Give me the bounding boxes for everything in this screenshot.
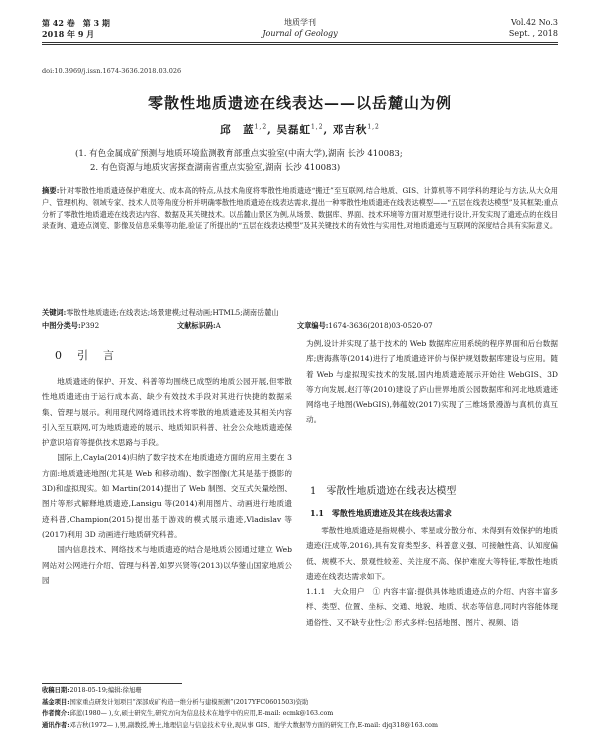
footnote-rule	[42, 683, 182, 684]
section-0-title: 0 引 言	[55, 349, 116, 362]
footnote-received	[42, 685, 558, 697]
paragraph: 地质遗迹的保护、开发、科普等均围绕已成型的地质公园开展,但零散性地质遗迹由于运行成本高、缺少有效技术手段对其进行快捷的数据采集、管理与展示。利用现代网络通讯技术将零散的地质遗迹及其相关内容引入至互联网,可为地质遗迹的展示、地质知识科普、社会公众地质遗迹保护意识培育等提供技术思路与手段。	[42, 377, 292, 448]
paragraph: 1.1.1 大众用户 ① 内容丰富:提供具体地质遗迹点的介绍、内容丰富多样、类型、位置、坐标、交通、地貌、地质、状态等信息,同时内容能体现通俗性、又不缺专业性;② 形式多样:包括地图、图片、视频、语	[306, 587, 558, 627]
header-volume-cn: 第 42 卷 第 3 期	[42, 18, 110, 28]
header-rule-thin	[42, 44, 558, 45]
header-rule	[42, 42, 558, 43]
header-journal-en: Journal of Geology	[262, 29, 338, 38]
article-no-value: 1674-3636(2018)03-0520-07	[328, 321, 433, 330]
author-affiliation-mark: 1,2	[254, 123, 268, 131]
clc-group	[42, 320, 99, 331]
author-name: 邱 蓝	[220, 124, 255, 136]
right-column-bottom	[306, 523, 558, 630]
abstract	[42, 185, 558, 232]
paragraph: 国内信息技术、网络技术与地质遗迹的结合是地质公园通过建立 Web 网站对公网进行介绍、管理与科普,如罗兴贤等(2013)以华蓥山国家地质公园	[42, 545, 292, 585]
keywords	[42, 307, 558, 318]
header-date-en: Sept. , 2018	[508, 29, 558, 38]
author-name: 吴磊虹	[276, 124, 311, 136]
paragraph: 为例,设计并实现了基于技术的 Web 数据库应用系统的程序界面和后台数据库;唐海燕等(2014)进行了地质遗迹评价与保护规划数据库建设与应用。随着 Web 与虚拟现实技术的发展,国内地质遗迹展示开始往 WebGIS、3D 等方向发展,赵汀等(2010)建设了庐山世界地质公园数据库和河北地质遗迹网络电子地图(WebGIS),韩蕴姣(2017)实现了三维场景漫游与真机仿真互动。	[306, 339, 558, 425]
article-no-group	[297, 320, 433, 331]
doc-code-label: 文献标识码:	[177, 321, 216, 330]
author-affiliation-mark: 1,2	[310, 123, 324, 131]
author-affiliation-mark: 1,2	[367, 123, 380, 131]
header-volume-en: Vol.42 No.3	[511, 18, 558, 27]
right-column-top	[306, 336, 558, 428]
section-1-title: 1 零散性地质遗迹在线表达模型	[310, 486, 457, 497]
left-column	[42, 374, 292, 588]
keywords-text: 零散性地质遗迹;在线表达;场景建模;过程动画;HTML5;湖南岳麓山	[66, 308, 279, 317]
footnote-fund	[42, 697, 558, 709]
footnote-text: 国家重点研发计划项目“深部成矿构造一维分析与建模预测”(2017YFC0601503)资助	[69, 698, 309, 706]
affiliation-1: (1. 有色金属成矿预测与地质环境监测教育部重点实验室(中南大学),湖南 长沙 410083;	[75, 149, 403, 159]
paragraph: 国际上,Cayla(2014)归纳了数字技术在地质遗迹方面的应用主要在 3 方面:地质遗迹地图(尤其是 Web 和移动端)、数字图像(尤其是基于摄影的 3D)和虚拟现实。如 Martin(2014)提出了 Web 制图、交互式矢量绘图、图片等形式解释地质遗迹,Lansigu 等(2014)利用图片、动画进行地质遗迹科普,Champion(2015)提出基于游戏的模式展示遗迹,Vladislav 等(2017)利用 3D 动画进行地质研究科普。	[42, 453, 292, 539]
author-name: 邓吉秋	[332, 124, 368, 136]
header-journal-cn: 地质学刊	[284, 18, 316, 27]
clc-label: 中图分类号:	[42, 321, 81, 330]
footnote-label: 基金项目:	[42, 698, 70, 706]
footnote-label: 作者简介:	[42, 710, 70, 717]
affiliation-2: 2. 有色资源与地质灾害探查湖南省重点实验室,湖南 长沙 410083)	[90, 163, 341, 173]
abstract-text: 针对零散性地质遗迹保护难度大、成本高的特点,从技术角度将零散性地质遗迹“搬迁”至互联网,结合地质、GIS、计算机等不同学科的理论与方法,从大众用户、管理机构、领域专家、技术人员等角度分析并明确零散性地质遗迹在线表达需求,提出一种零散性地质遗迹在线表达模型——“五层在线表达模型”及其框架;重点分析了零散性地质遗迹在线表达内容、数据及其关键技术。以岳麓山景区为例,从场景、数据库、界面、技术环境等方面对原型进行设计,开发实现了遗迹点的在线目录查询、遗迹点浏览、影像及信息采集等功能,验证了所提出的“五层在线表达模型”及其关键技术的有效性与实用性,对地质遗迹与互联网的深度结合具有实际意义。	[42, 186, 558, 231]
doc-code-group	[177, 320, 221, 331]
footnote-corresponding	[42, 720, 558, 732]
doc-code-value: A	[215, 321, 221, 330]
subsection-1-1-title: 1.1 零散性地质遗迹及其在线表达需求	[310, 508, 452, 518]
paragraph: 零散性地质遗迹是指规模小、零星或分散分布、未得到有效保护的地质遗迹(汪成等,2016),具有发育类型多、科普意义强、可接触性高、认知度偏低、规模不大、景观性较差、关注度不高、保护难度大等特征,零散性地质遗迹在线表达需求如下。	[306, 526, 558, 581]
footnote-text: 邓吉秋(1972— ),男,副教授,博士,地理信息与信息技术专业,现从事 GIS、地学大数据等方面的研究工作,E-mail: djq318@163.com	[69, 721, 438, 729]
footnotes	[42, 685, 558, 731]
footnote-text: 邱蓝(1980— ),女,硕士研究生,研究方向为信息技术在地学中的应用,E-mail: ecmk@163.com	[69, 710, 334, 717]
keywords-label: 关键词:	[42, 308, 67, 317]
footnote-label: 收稿日期:	[42, 687, 70, 694]
clc-value: P392	[80, 321, 100, 330]
header-date-cn: 2018 年 9 月	[42, 29, 95, 39]
article-title: 零散性地质遗迹在线表达——以岳麓山为例	[147, 94, 452, 112]
footnote-author	[42, 708, 558, 720]
author-list: 邱 蓝$^{1,2}$, 吴磊虹$^{1,2}$, 邓吉秋$^{1,2}$	[220, 123, 380, 136]
footnote-label: 通讯作者:	[42, 721, 70, 729]
footnote-text: 2018-05-19;编辑:徐旭珊	[69, 687, 142, 694]
doi: doi:10.3969/j.issn.1674-3636.2018.03.026	[42, 67, 182, 75]
abstract-label: 摘要:	[42, 186, 60, 195]
article-no-label: 文章编号:	[297, 321, 329, 330]
